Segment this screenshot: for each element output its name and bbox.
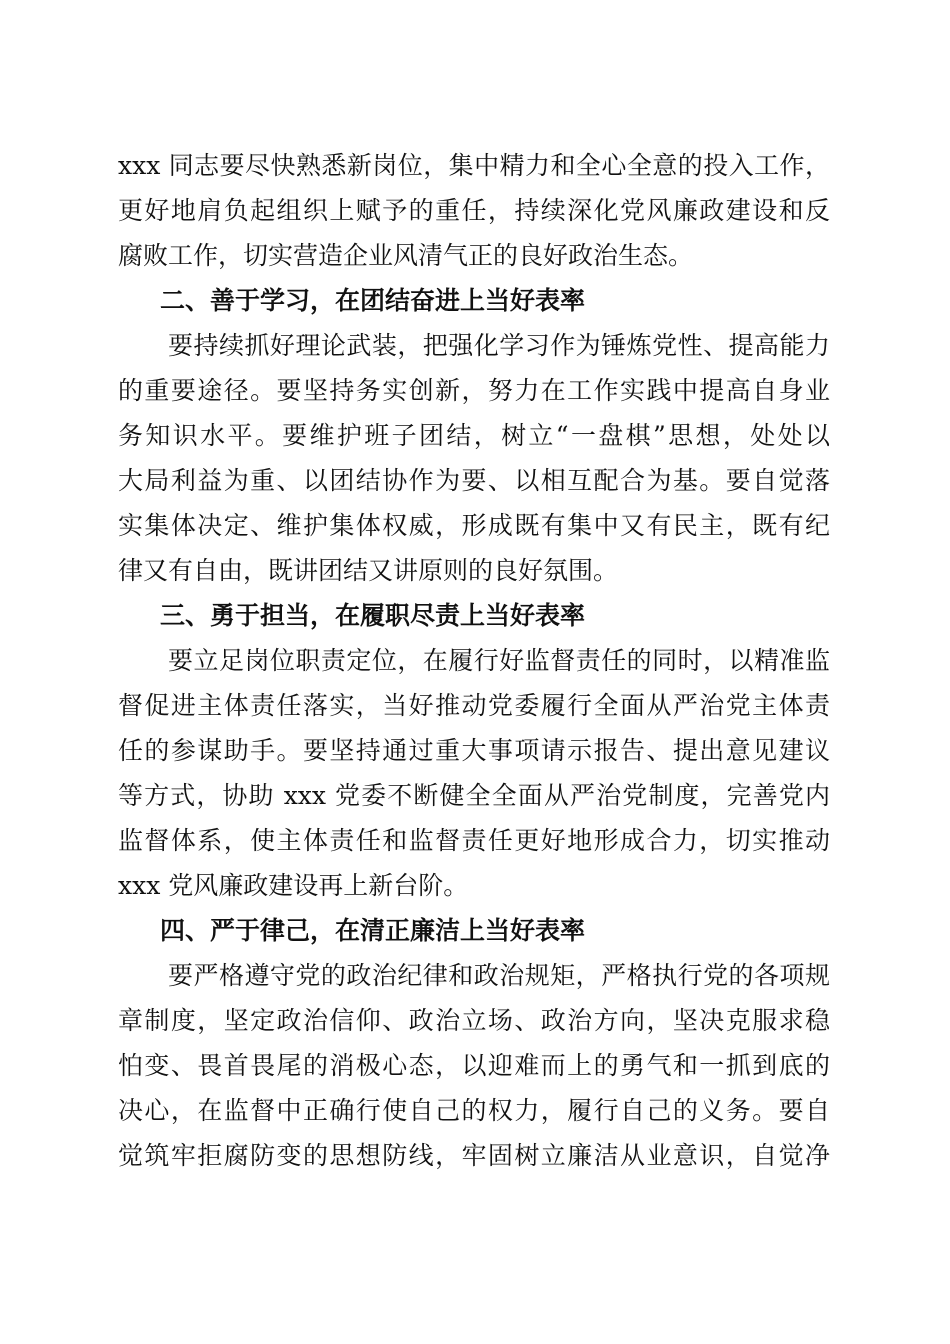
section-heading-3: 三、勇于担当，在履职尽责上当好表率 bbox=[160, 601, 586, 630]
text-line: 要持续抓好理论武装，把强化学习作为锤炼党性、提高能力 bbox=[168, 331, 830, 360]
paragraph-2 bbox=[118, 323, 830, 593]
text-line: 大局利益为重、以团结协作为要、以相互配合为基。要自觉落 bbox=[118, 466, 830, 495]
text-line: 要严格遵守党的政治纪律和政治规矩，严格执行党的各项规 bbox=[168, 961, 830, 990]
text-line: xxx 党风廉政建设再上新台阶。 bbox=[118, 871, 469, 900]
text-line: 监督体系，使主体责任和监督责任更好地形成合力，切实推动 bbox=[118, 826, 830, 855]
text-line: 章制度，坚定政治信仰、政治立场、政治方向，坚决克服求稳 bbox=[118, 1006, 830, 1035]
text-line: 任的参谋助手。要坚持通过重大事项请示报告、提出意见建议 bbox=[118, 736, 830, 765]
text-line: 等方式，协助 xxx 党委不断健全全面从严治党制度，完善党内 bbox=[118, 781, 830, 810]
text-line: 觉筑牢拒腐防变的思想防线，牢固树立廉洁从业意识，自觉净 bbox=[118, 1141, 830, 1170]
text-line: 督促进主体责任落实，当好推动党委履行全面从严治党主体责 bbox=[118, 691, 830, 720]
text-line: 务知识水平。要维护班子团结，树立“一盘棋”思想，处处以 bbox=[118, 421, 830, 450]
text-line: 决心，在监督中正确行使自己的权力，履行自己的义务。要自 bbox=[118, 1096, 830, 1125]
text-line: 更好地肩负起组织上赋予的重任，持续深化党风廉政建设和反 bbox=[118, 196, 830, 225]
paragraph-3 bbox=[118, 638, 830, 908]
text-line: 腐败工作，切实营造企业风清气正的良好政治生态。 bbox=[118, 241, 694, 270]
text-line: 实集体决定、维护集体权威，形成既有集中又有民主，既有纪 bbox=[118, 511, 830, 540]
text-line: 的重要途径。要坚持务实创新，努力在工作实践中提高自身业 bbox=[118, 376, 830, 405]
section-heading-2: 二、善于学习，在团结奋进上当好表率 bbox=[160, 286, 586, 315]
paragraph-4 bbox=[118, 953, 830, 1178]
text-line: 怕变、畏首畏尾的消极心态，以迎难而上的勇气和一抓到底的 bbox=[118, 1051, 830, 1080]
paragraph-1 bbox=[118, 143, 830, 278]
section-heading-4: 四、严于律己，在清正廉洁上当好表率 bbox=[160, 916, 586, 945]
text-line: 律又有自由，既讲团结又讲原则的良好氛围。 bbox=[118, 556, 619, 585]
text-line: 要立足岗位职责定位，在履行好监督责任的同时，以精准监 bbox=[168, 646, 830, 675]
text-line: xxx 同志要尽快熟悉新岗位，集中精力和全心全意的投入工作， bbox=[118, 151, 830, 180]
document-body bbox=[118, 143, 830, 1178]
